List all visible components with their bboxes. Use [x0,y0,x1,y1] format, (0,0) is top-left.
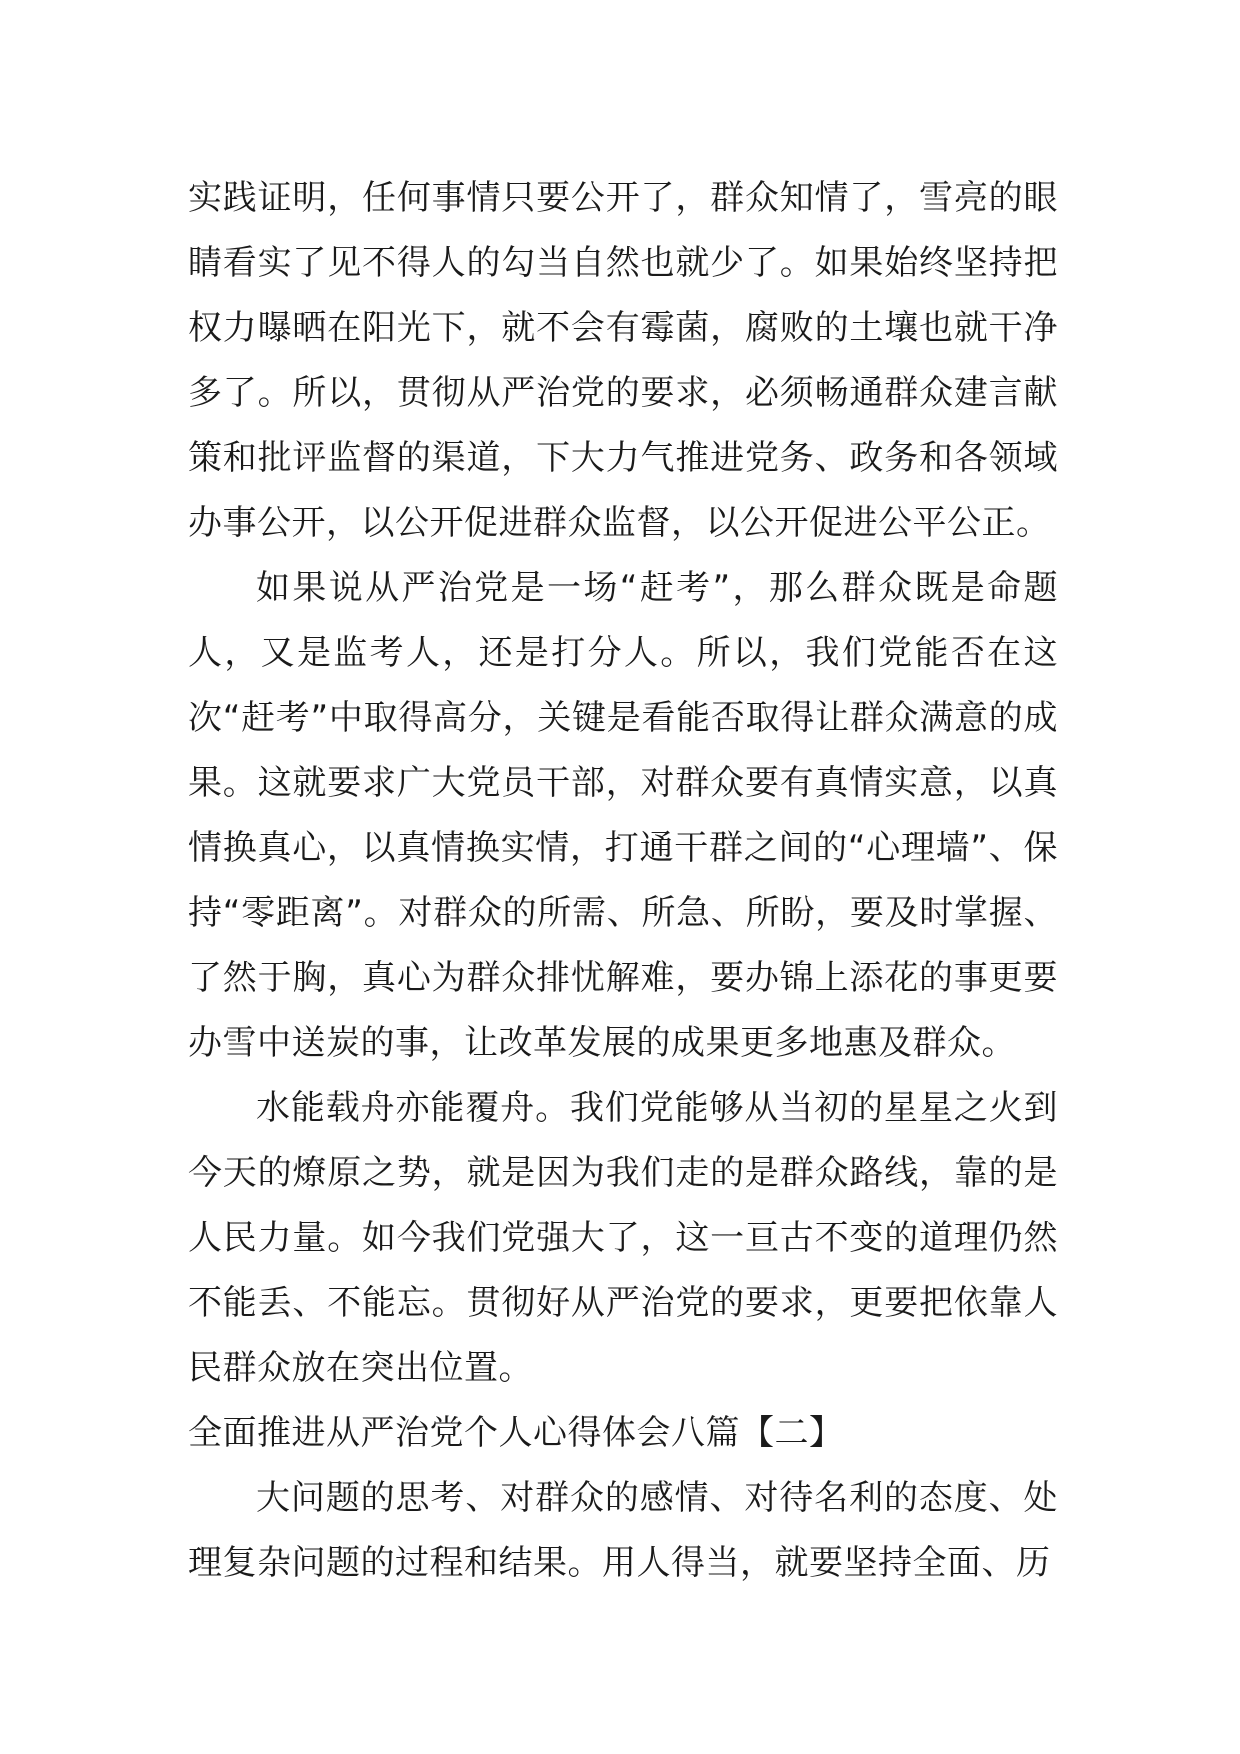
paragraph-4: 大问题的思考、对群众的感情、对待名利的态度、处理复杂问题的过程和结果。用人得当，就要坚持全面、历 [188,1478,1058,1583]
paragraph-3: 水能载舟亦能覆舟。我们党能够从当初的星星之火到今天的燎原之势，就是因为我们走的是群众路线，靠的是人民力量。如今我们党强大了，这一亘古不变的道理仍然不能丢、不能忘。贯彻好从严治党的要求，更要把依靠人民群众放在突出位置。 [188,1088,1058,1388]
section-heading: 全面推进从严治党个人心得体会八篇【二】 [188,1413,844,1453]
paragraph-2: 如果说从严治党是一场“赶考”，那么群众既是命题人，又是监考人，还是打分人。所以，我们党能否在这次“赶考”中取得高分，关键是看能否取得让群众满意的成果。这就要求广大党员干部，对群众要有真情实意，以真情换真心，以真情换实情，打通干群之间的“心理墙”、保持“零距离”。对群众的所需、所急、所盼，要及时掌握、了然于胸，真心为群众排忧解难，要办锦上添花的事更要办雪中送炭的事，让改革发展的成果更多地惠及群众。 [188,568,1058,1063]
document-body [188,166,1058,1596]
paragraph-1: 实践证明，任何事情只要公开了，群众知情了，雪亮的眼睛看实了见不得人的勾当自然也就少了。如果始终坚持把权力曝晒在阳光下，就不会有霉菌，腐败的土壤也就干净多了。所以，贯彻从严治党的要求，必须畅通群众建言献策和批评监督的渠道，下大力气推进党务、政务和各领域办事公开，以公开促进群众监督，以公开促进公平公正。 [188,178,1058,543]
